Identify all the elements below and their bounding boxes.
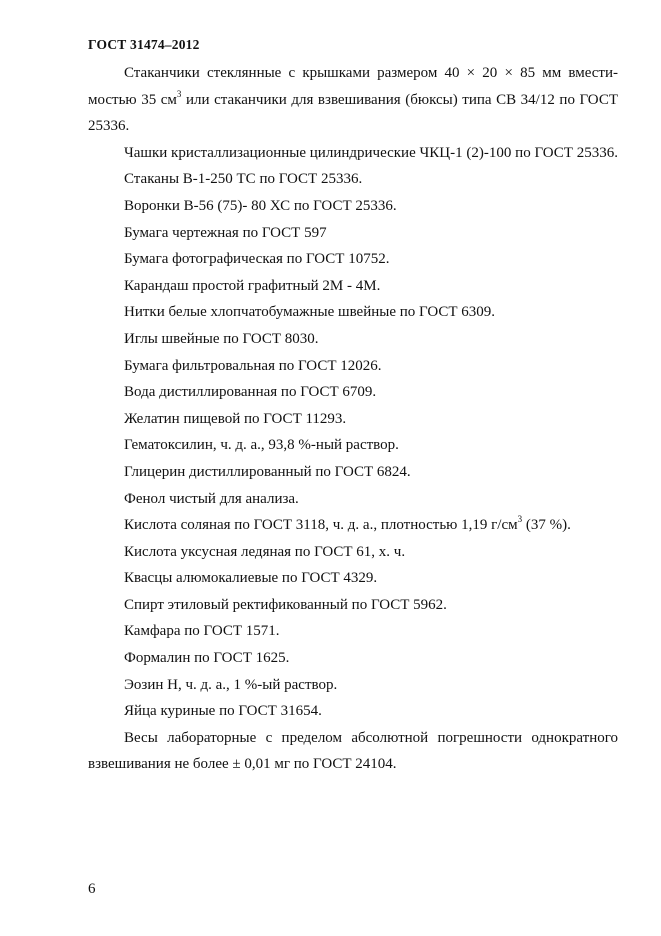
list-item: Воронки В-56 (75)- 80 ХС по ГОСТ 25336. (124, 197, 397, 214)
list-item: Квасцы алюмокалиевые по ГОСТ 4329. (124, 570, 378, 587)
list-item: Желатин пищевой по ГОСТ 11293. (124, 410, 347, 427)
list-item: Спирт этиловый ректификованный по ГОСТ 5962. (124, 596, 447, 613)
list-item: Формалин по ГОСТ 1625. (124, 650, 290, 667)
list-item: Нитки белые хлопчатобумажные швейные по ГОСТ 6309. (124, 304, 496, 321)
paragraph-lab-scales: Весы лабораторные с пределом абсолютной погрешности однократного взвешивания не более ± 0,01 мг по ГОСТ 24104. (88, 729, 618, 773)
document-body (88, 60, 618, 778)
list-item: Камфара по ГОСТ 1571. (124, 623, 280, 640)
list-item: Карандаш простой графитный 2М - 4М. (124, 277, 381, 294)
list-item: Иглы швейные по ГОСТ 8030. (124, 330, 319, 347)
paragraph-text: Стаканчики стеклянные с крышками размером 40 × 20 × 85 мм вмести-мостью 35 см (88, 65, 618, 108)
paragraph-text: или стаканчики для взвешивания (бюксы) типа СВ 34/12 по ГОСТ 25336. (88, 91, 618, 135)
paragraph-glass-cups (88, 60, 618, 140)
list-item: Стаканы В-1-250 ТС по ГОСТ 25336. (124, 171, 363, 188)
list-item: Фенол чистый для анализа. (124, 490, 299, 507)
list-item-hydrochloric-acid (88, 512, 618, 539)
list-item: Глицерин дистиллированный по ГОСТ 6824. (124, 463, 411, 480)
list-item: Бумага фильтровальная по ГОСТ 12026. (124, 357, 382, 374)
list-item: Эозин Н, ч. д. а., 1 %-ый раствор. (124, 676, 338, 693)
superscript: 3 (176, 88, 182, 99)
list-item-text: Кислота соляная по ГОСТ 3118, ч. д. а., плотностью 1,19 г/см (124, 517, 518, 534)
list-item: Бумага фотографическая по ГОСТ 10752. (124, 251, 390, 268)
list-item: Гематоксилин, ч. д. а., 93,8 %-ный раствор. (124, 437, 399, 454)
list-item: Яйца куриные по ГОСТ 31654. (124, 703, 322, 720)
document-header: ГОСТ 31474–2012 (88, 37, 200, 52)
paragraph-crystallization-dishes: Чашки кристаллизационные цилиндрические ЧКЦ-1 (2)-100 по ГОСТ 25336. (124, 144, 618, 161)
superscript: 3 (517, 514, 523, 525)
page-number: 6 (88, 881, 96, 897)
list-item-text: (37 %). (522, 517, 571, 534)
list-item: Кислота уксусная ледяная по ГОСТ 61, х. ч. (124, 543, 406, 560)
list-item: Бумага чертежная по ГОСТ 597 (124, 224, 327, 241)
list-item: Вода дистиллированная по ГОСТ 6709. (124, 384, 377, 401)
